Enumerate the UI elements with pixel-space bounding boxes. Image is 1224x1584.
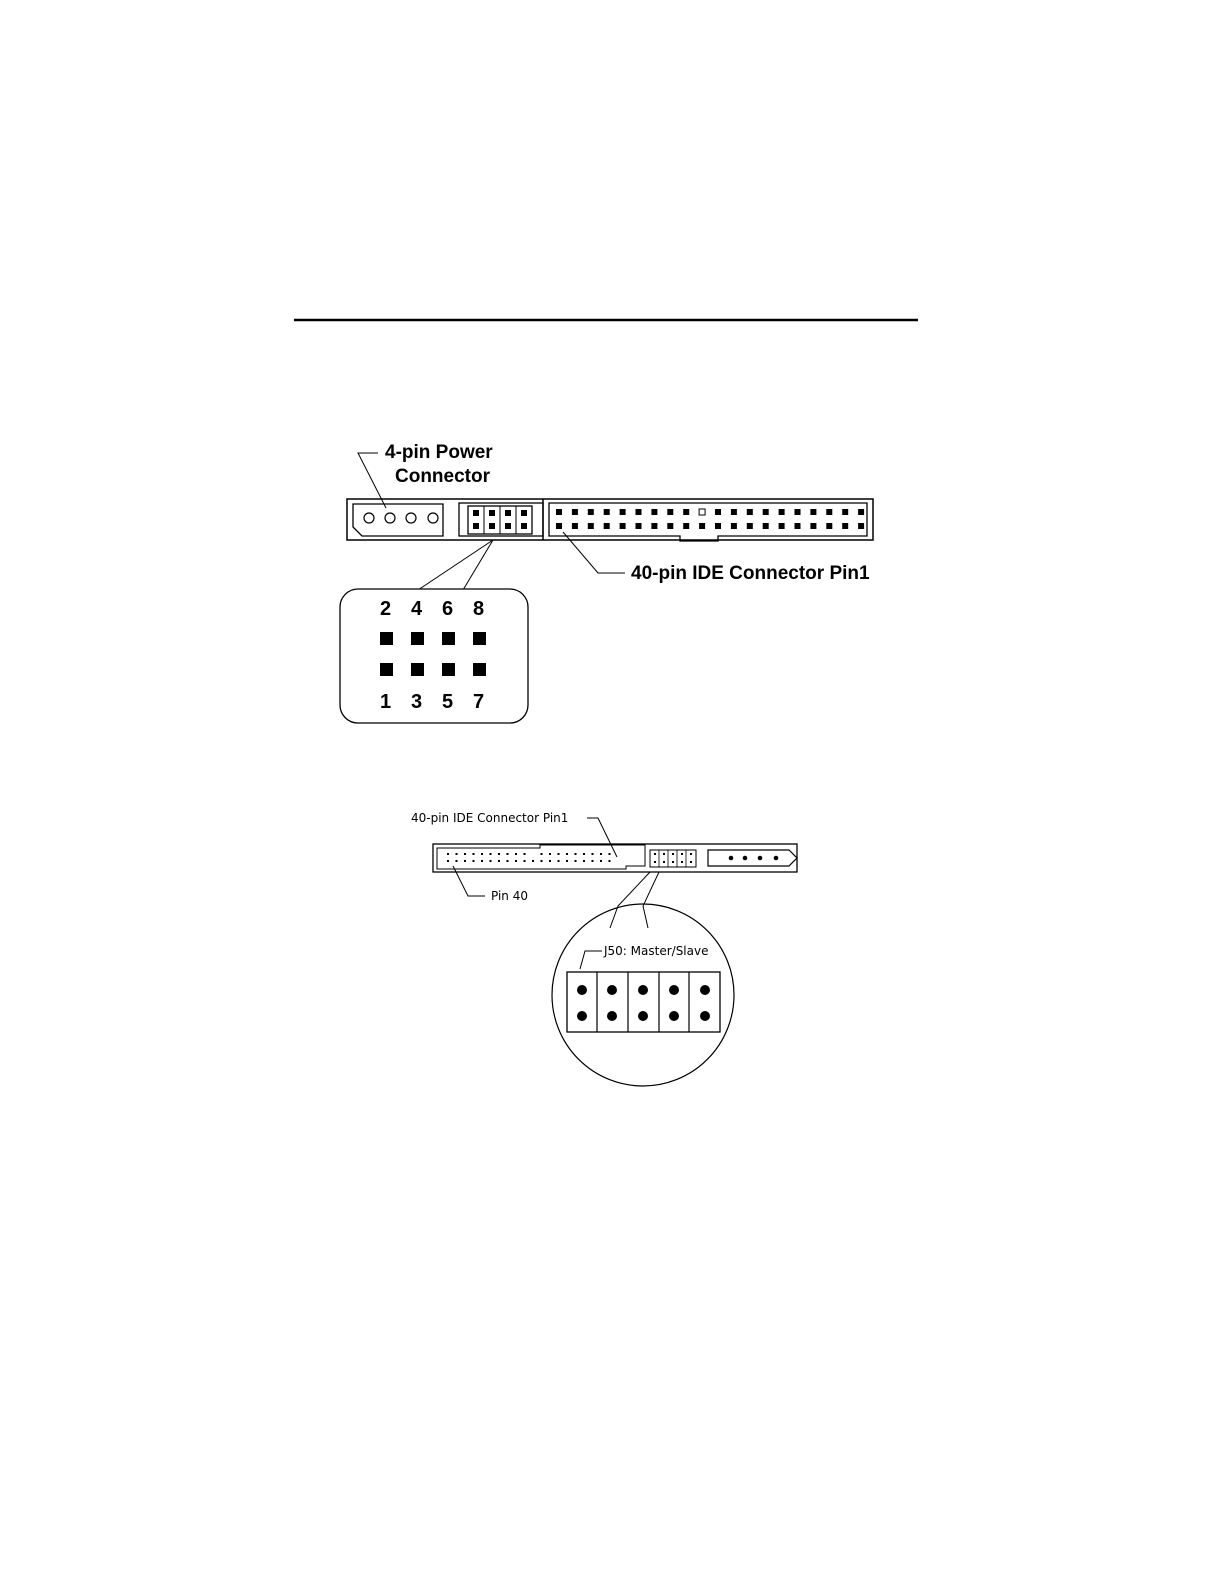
power-pin [743, 856, 748, 861]
ide-pin [507, 860, 509, 862]
ide-connector-small [437, 845, 645, 869]
power-connector-small [708, 850, 797, 866]
ide-connector-pins-small [447, 853, 611, 862]
jumper-pin [380, 663, 393, 676]
jumper-pin [672, 861, 674, 863]
jumper-pin [473, 663, 486, 676]
ide-pin [572, 523, 578, 529]
power-connector-label-line2: Connector [395, 466, 490, 487]
ide-label-leader [563, 532, 625, 573]
ide-pin [481, 860, 483, 862]
ide-pin [592, 860, 594, 862]
power-connector-pins [364, 513, 438, 523]
ide-pin [651, 509, 657, 515]
jumper-pin [700, 1011, 710, 1021]
ide-pin [588, 509, 594, 515]
ide-pin [604, 509, 610, 515]
jumper-pin [690, 861, 692, 863]
ide-pin [858, 523, 864, 529]
ide-pin [667, 523, 673, 529]
jumper-pin [690, 853, 692, 855]
jumper-pin [380, 632, 393, 645]
ide-pin [556, 523, 562, 529]
ide-pin [592, 853, 594, 855]
jumper-detail-box [340, 589, 528, 723]
power-pin [729, 856, 734, 861]
jumper-pin-number: 5 [442, 691, 454, 713]
ide-pin [795, 509, 801, 515]
ide-pin [609, 860, 611, 862]
pin40-label: Pin 40 [491, 889, 528, 903]
drive-connector-diagram-bottom [411, 811, 797, 1086]
jumper-label: J50: Master/Slave [604, 944, 709, 958]
ide-pin [575, 860, 577, 862]
ide-pin [588, 523, 594, 529]
jumper-pin [489, 523, 495, 529]
ide-pin [604, 523, 610, 529]
ide-pin [842, 509, 848, 515]
ide-pin [464, 853, 466, 855]
ide-pin [779, 523, 785, 529]
jumper-pin [489, 510, 495, 516]
ide-pin [583, 860, 585, 862]
ide-pin [515, 860, 517, 862]
ide-pin [699, 523, 705, 529]
jumper-pin [672, 853, 674, 855]
jumper-pin [654, 853, 656, 855]
ide-pin [636, 509, 642, 515]
ide-pin [683, 509, 689, 515]
ide-pin [731, 509, 737, 515]
ide-pin [600, 853, 602, 855]
ide-pin [747, 523, 753, 529]
jumper-pin [442, 632, 455, 645]
zoom-leader-line [643, 872, 659, 928]
ide-pin [715, 509, 721, 515]
ide-pin [464, 860, 466, 862]
ide-pin [456, 860, 458, 862]
jumper-pin [411, 632, 424, 645]
ide-connector [549, 503, 867, 541]
jumper-pin [473, 632, 486, 645]
ide-pin [715, 523, 721, 529]
jumper-pin-number: 3 [411, 691, 423, 713]
ide-pin [810, 523, 816, 529]
ide-pin [600, 860, 602, 862]
ide-pin [524, 853, 526, 855]
ide-pin [826, 509, 832, 515]
ide-pin [541, 853, 543, 855]
jumper-pin [669, 1011, 679, 1021]
ide-pin [779, 509, 785, 515]
jumper-block-small [650, 850, 696, 867]
connector-strip-outline [347, 499, 873, 540]
jumper-pin [681, 861, 683, 863]
ide-pin [609, 853, 611, 855]
power-connector-pins-small [729, 856, 779, 861]
ide-pin [556, 509, 562, 515]
jumper-pin [442, 663, 455, 676]
ide-pin [795, 523, 801, 529]
ide-connector-pins [556, 509, 864, 529]
jumper-pin [411, 663, 424, 676]
ide-pin [575, 853, 577, 855]
ide-pin [473, 860, 475, 862]
ide-pin [810, 509, 816, 515]
power-pin [428, 513, 438, 523]
jumper-pin-number: 6 [442, 598, 454, 620]
ide-pin [566, 853, 568, 855]
ide-pin [532, 860, 534, 862]
jumper-pin [607, 985, 617, 995]
ide-pin1-leader [587, 818, 617, 857]
jumper-pin [654, 861, 656, 863]
ide-pin [620, 523, 626, 529]
jumper-block-outline [459, 503, 543, 536]
ide-pin [524, 860, 526, 862]
ide-pin [763, 509, 769, 515]
ide-pin [763, 523, 769, 529]
power-connector [353, 504, 443, 536]
ide-pin [572, 509, 578, 515]
ide-pin [636, 523, 642, 529]
jumper-pin-number: 2 [380, 598, 392, 620]
ide-pin [456, 853, 458, 855]
power-connector-label-line1: 4-pin Power [385, 442, 493, 463]
ide-connector-label-small: 40-pin IDE Connector Pin1 [411, 811, 569, 825]
jumper-pin-number: 1 [380, 691, 392, 713]
ide-pin [515, 853, 517, 855]
ide-pin [683, 523, 689, 529]
ide-pin [473, 853, 475, 855]
ide-pin [558, 853, 560, 855]
ide-pin [747, 509, 753, 515]
power-pin [774, 856, 779, 861]
ide-pin [447, 860, 449, 862]
jumper-pin [577, 1011, 587, 1021]
ide-pin [549, 853, 551, 855]
ide-pin [498, 860, 500, 862]
jumper-detail-block [567, 972, 720, 1032]
ide-connector-label: 40-pin IDE Connector Pin1 [631, 563, 870, 584]
jumper-pin-number: 4 [411, 598, 423, 620]
jumper-pin [505, 510, 511, 516]
jumper-pin [505, 523, 511, 529]
drive-connector-diagram-top [340, 442, 873, 723]
ide-pin [490, 860, 492, 862]
jumper-pin [473, 523, 479, 529]
ide-pin [667, 509, 673, 515]
jumper-pin [669, 985, 679, 995]
ide-pin [558, 860, 560, 862]
power-pin [385, 513, 395, 523]
ide-pin [507, 853, 509, 855]
ide-pin [651, 523, 657, 529]
jumper-pin [521, 523, 527, 529]
jumper-pin [638, 985, 648, 995]
jumper-pin-number: 8 [473, 598, 485, 620]
jumper-pin [473, 510, 479, 516]
zoom-leader-line [610, 872, 650, 928]
jumper-pin [577, 985, 587, 995]
ide-pin [858, 509, 864, 515]
ide-pin [731, 523, 737, 529]
ide-pin [447, 853, 449, 855]
ide-pin [620, 509, 626, 515]
jumper-pin [663, 861, 665, 863]
jumper-pin [663, 853, 665, 855]
ide-pin-key [699, 509, 705, 515]
pin40-leader [453, 866, 485, 896]
ide-pin [549, 860, 551, 862]
ide-pin [481, 853, 483, 855]
zoom-leader-line [418, 540, 493, 590]
ide-pin [541, 860, 543, 862]
jumper-pin [607, 1011, 617, 1021]
power-pin [406, 513, 416, 523]
ide-pin [498, 853, 500, 855]
ide-pin [583, 853, 585, 855]
jumper-pin [700, 985, 710, 995]
jumper-label-leader [580, 951, 602, 969]
ide-pin [842, 523, 848, 529]
power-pin [758, 856, 763, 861]
power-pin [364, 513, 374, 523]
jumper-pin [681, 853, 683, 855]
jumper-pin [521, 510, 527, 516]
jumper-pin-number: 7 [473, 691, 485, 713]
ide-pin [826, 523, 832, 529]
ide-pin [490, 853, 492, 855]
jumper-pin [638, 1011, 648, 1021]
zoom-leader-line [463, 540, 493, 590]
ide-pin [566, 860, 568, 862]
